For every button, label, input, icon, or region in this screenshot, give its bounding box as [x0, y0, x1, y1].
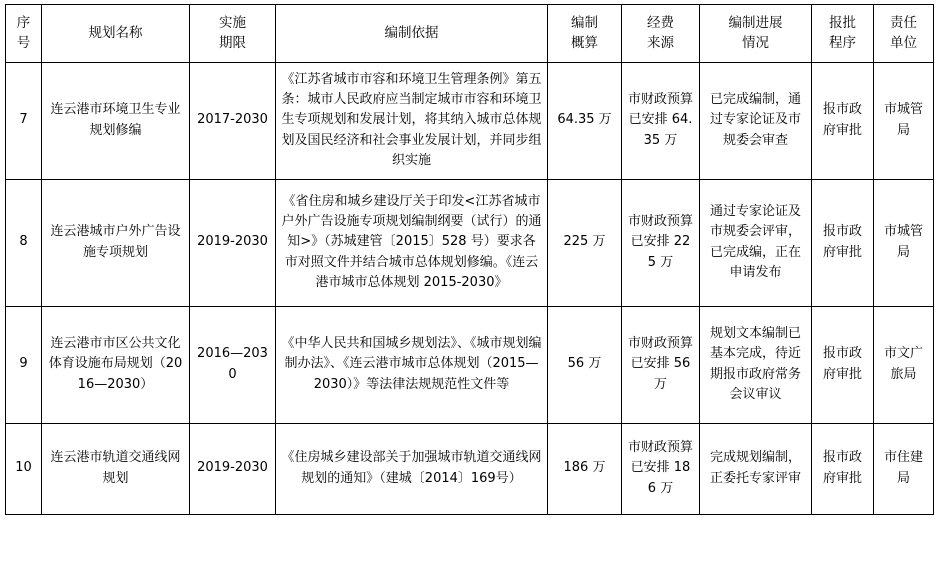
- document-page: [0, 4, 946, 562]
- header-line: 程序: [829, 35, 856, 52]
- cell-approve: 报市政府审批: [812, 423, 874, 514]
- cell-unit: 市文广旅局: [874, 306, 934, 423]
- cell-no: 10: [6, 423, 42, 514]
- cell-budget: 56 万: [548, 306, 622, 423]
- cell-progress: 规划文本编制已基本完成，待近期报市政府常务会议审议: [700, 306, 812, 423]
- header-line: 期限: [219, 35, 246, 52]
- header-line: 经费: [647, 15, 674, 31]
- cell-name: 连云港城市户外广告设施专项规划: [42, 179, 190, 306]
- cell-no: 8: [6, 179, 42, 306]
- cell-basis: 《中华人民共和国城乡规划法》、《城市规划编制办法》、《连云港市城市总体规划（2015—2030）》等法律法规规范性文件等: [276, 306, 548, 423]
- cell-source: 市财政预算已安排 186 万: [622, 423, 700, 514]
- cell-approve: 报市政府审批: [812, 179, 874, 306]
- cell-unit: 市城管局: [874, 62, 934, 179]
- cell-name: 连云港市市区公共文化体育设施布局规划（2016—2030）: [42, 306, 190, 423]
- header-cell-no: [6, 5, 42, 63]
- header-line: 单位: [890, 35, 917, 52]
- cell-name: 连云港市轨道交通线网规划: [42, 423, 190, 514]
- cell-no: 7: [6, 62, 42, 179]
- plan-table: [5, 4, 934, 515]
- cell-unit: 市城管局: [874, 179, 934, 306]
- header-cell-name: [42, 5, 190, 63]
- header-line: 规划名称: [88, 25, 143, 42]
- cell-progress: 通过专家论证及市规委会评审，已完成编，正在申请发布: [700, 179, 812, 306]
- cell-budget: 225 万: [548, 179, 622, 306]
- cell-period: 2017-2030: [190, 62, 276, 179]
- cell-name: 连云港市环境卫生专业规划修编: [42, 62, 190, 179]
- header-cell-approve: [812, 5, 874, 63]
- cell-no: 9: [6, 306, 42, 423]
- cell-progress: 完成规划编制，正委托专家评审: [700, 423, 812, 514]
- cell-source: 市财政预算已安排 56 万: [622, 306, 700, 423]
- header-line: 序: [16, 15, 31, 31]
- table-row: [6, 179, 934, 306]
- header-line: 概算: [571, 35, 598, 52]
- table-body: [6, 62, 934, 514]
- header-line: 编制依据: [384, 25, 439, 42]
- header-line: 情况: [742, 35, 769, 52]
- header-cell-basis: [276, 5, 548, 63]
- cell-budget: 186 万: [548, 423, 622, 514]
- cell-progress: 已完成编制，通过专家论证及市规委会审查: [700, 62, 812, 179]
- header-cell-source: [622, 5, 700, 63]
- table-row: [6, 62, 934, 179]
- header-line: 来源: [647, 35, 674, 52]
- cell-source: 市财政预算已安排 64.35 万: [622, 62, 700, 179]
- header-cell-unit: [874, 5, 934, 63]
- cell-budget: 64.35 万: [548, 62, 622, 179]
- cell-source: 市财政预算已安排 225 万: [622, 179, 700, 306]
- cell-approve: 报市政府审批: [812, 62, 874, 179]
- cell-basis: 《江苏省城市市容和环境卫生管理条例》第五条：城市人民政府应当制定城市市容和环境卫生专项规划和发展计划，将其纳入城市总体规划及国民经济和社会事业发展计划，并同步组织实施: [276, 62, 548, 179]
- header-line: 责任: [890, 15, 917, 31]
- cell-period: 2019-2030: [190, 179, 276, 306]
- cell-basis: 《住房城乡建设部关于加强城市轨道交通线网规划的通知》（建城〔2014〕169号）: [276, 423, 548, 514]
- cell-approve: 报市政府审批: [812, 306, 874, 423]
- cell-basis: 《省住房和城乡建设厅关于印发<江苏省城市户外广告设施专项规划编制纲要（试行）的通知>》（苏城建管〔2015〕528 号）要求各市对照文件并结合城市总体规划修编。《连云港市城市总体规划 2015-2030》: [276, 179, 548, 306]
- table-header: [6, 5, 934, 63]
- header-line: 号: [16, 35, 31, 52]
- header-line: 编制: [571, 15, 598, 31]
- table-row: [6, 306, 934, 423]
- cell-period: 2016—2030: [190, 306, 276, 423]
- cell-period: 2019-2030: [190, 423, 276, 514]
- cell-unit: 市住建局: [874, 423, 934, 514]
- header-cell-budget: [548, 5, 622, 63]
- header-row: [6, 5, 934, 63]
- header-line: 报批: [829, 15, 856, 31]
- table-row: [6, 423, 934, 514]
- header-line: 实施: [219, 15, 246, 31]
- header-cell-progress: [700, 5, 812, 63]
- header-cell-period: [190, 5, 276, 63]
- header-line: 编制进展: [728, 15, 783, 31]
